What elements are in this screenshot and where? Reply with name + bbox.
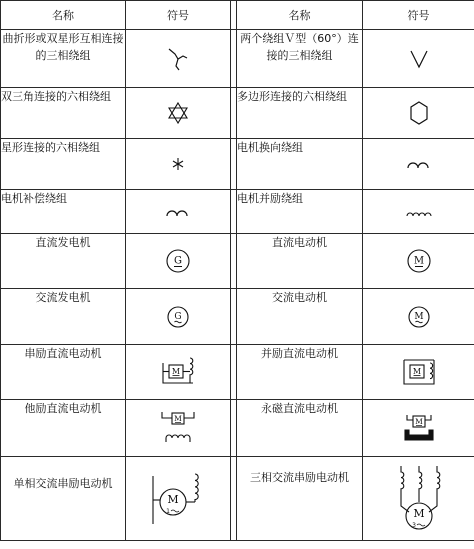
phase-count: 3 (411, 521, 416, 529)
symbol-name: 电机补偿绕组 (1, 190, 126, 234)
permanent-magnet-dc-motor-icon (399, 411, 439, 445)
table-row (1, 345, 474, 400)
symbol-cell (363, 457, 474, 541)
right-symbol-header: 符号 (363, 1, 474, 30)
left-symbol-header: 符号 (126, 1, 231, 30)
shunt-dc-motor-icon (399, 355, 439, 389)
ac-motor-icon (406, 304, 432, 330)
three-phase-ac-series-motor-icon (387, 462, 451, 536)
dc-generator-icon (164, 247, 192, 275)
symbol-name: 双三角连接的六相绕组 (1, 88, 126, 139)
machine-letter: G (174, 311, 182, 322)
compensating-winding-icon (164, 205, 192, 219)
symbol-name: 两个绕组Ｖ型（60°）连接的三相绕组 (237, 30, 363, 88)
symbol-cell (126, 139, 231, 190)
machine-letter: M (174, 414, 182, 423)
symbol-name: 电机并励绕组 (237, 190, 363, 234)
table-row (1, 190, 474, 234)
symbol-name: 串励直流电动机 (1, 345, 126, 400)
machine-letter: M (167, 492, 179, 506)
table-row (1, 234, 474, 289)
right-name-header: 名称 (237, 1, 363, 30)
symbol-cell (363, 345, 474, 400)
symbol-name: 多边形连接的六相绕组 (237, 88, 363, 139)
symbol-cell (126, 234, 231, 289)
symbol-cell (363, 234, 474, 289)
symbol-cell (126, 289, 231, 345)
symbol-name: 三相交流串励电动机 (237, 457, 363, 541)
series-dc-motor-icon (158, 355, 198, 389)
machine-letter: G (174, 255, 182, 267)
table-row (1, 88, 474, 139)
symbol-cell (126, 400, 231, 457)
ac-generator-icon (165, 304, 191, 330)
phase-count: 1 (166, 507, 170, 515)
symbol-cell (363, 289, 474, 345)
hexagon-icon (406, 99, 432, 127)
symbol-cell (126, 190, 231, 234)
table-row (1, 30, 474, 88)
symbol-name: 并励直流电动机 (237, 345, 363, 400)
symbol-name: 电机换向绕组 (237, 139, 363, 190)
commutating-winding-icon (405, 157, 433, 171)
symbol-name: 永磁直流电动机 (237, 400, 363, 457)
zigzag-icon (163, 44, 193, 74)
six-phase-star-icon (168, 154, 188, 174)
symbol-name: 直流电动机 (237, 234, 363, 289)
symbol-cell (126, 88, 231, 139)
machine-letter: M (171, 367, 181, 376)
v-connection-icon (404, 44, 434, 74)
symbol-name: 曲折形或双星形互相连接的三相绕组 (1, 30, 126, 88)
machine-letter: M (413, 311, 424, 322)
table-row (1, 289, 474, 345)
symbol-cell (363, 139, 474, 190)
table-row (1, 400, 474, 457)
table-row (1, 139, 474, 190)
symbol-name: 单相交流串励电动机 (1, 457, 126, 541)
symbol-cell (126, 30, 231, 88)
table-row (1, 457, 474, 541)
symbol-cell (363, 88, 474, 139)
symbol-cell (126, 345, 231, 400)
shunt-winding-icon (404, 205, 434, 219)
machine-letter: M (413, 255, 424, 267)
symbol-name: 直流发电机 (1, 234, 126, 289)
symbol-cell (126, 457, 231, 541)
symbol-cell (363, 190, 474, 234)
symbol-name: 交流发电机 (1, 289, 126, 345)
symbol-name: 他励直流电动机 (1, 400, 126, 457)
machine-letter: M (414, 417, 423, 426)
separately-excited-dc-motor-icon (156, 408, 200, 448)
symbol-cell (363, 400, 474, 457)
left-name-header: 名称 (1, 1, 126, 30)
machine-letter: M (412, 367, 421, 376)
symbol-cell (363, 30, 474, 88)
symbol-name: 星形连接的六相绕组 (1, 139, 126, 190)
double-triangle-icon (165, 100, 191, 126)
machine-letter: M (412, 506, 425, 520)
single-phase-ac-series-motor-icon (149, 470, 207, 528)
symbol-name: 交流电动机 (237, 289, 363, 345)
dc-motor-icon (405, 247, 433, 275)
